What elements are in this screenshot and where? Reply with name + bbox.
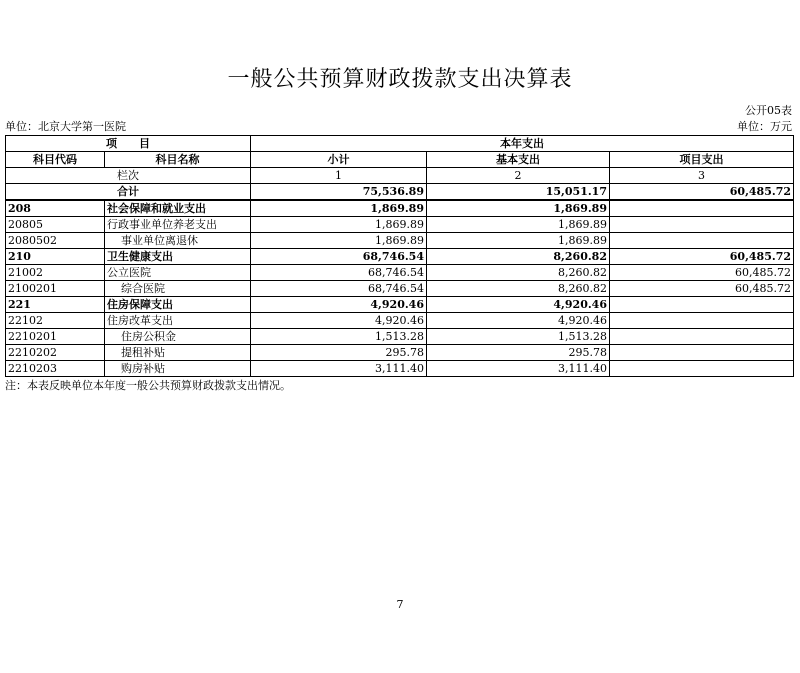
row-project: 60,485.72 <box>610 265 794 281</box>
header-row-2 <box>6 152 794 168</box>
expenditure-table <box>5 135 794 377</box>
row-subtotal: 4,920.46 <box>251 297 427 313</box>
table-row <box>6 217 794 233</box>
row-basic: 1,513.28 <box>427 329 610 345</box>
row-subtotal: 4,920.46 <box>251 313 427 329</box>
table-row <box>6 361 794 377</box>
row-code: 208 <box>6 200 105 217</box>
total-subtotal: 75,536.89 <box>251 184 427 201</box>
row-code: 2100201 <box>6 281 105 297</box>
row-subtotal: 1,513.28 <box>251 329 427 345</box>
row-code: 2210203 <box>6 361 105 377</box>
row-basic: 1,869.89 <box>427 200 610 217</box>
row-subtotal: 3,111.40 <box>251 361 427 377</box>
lanci-label: 栏次 <box>6 168 251 184</box>
row-project <box>610 313 794 329</box>
table-note: 注：本表反映单位本年度一般公共预算财政拨款支出情况。 <box>5 379 291 392</box>
table-row <box>6 297 794 313</box>
row-name: 住房改革支出 <box>105 313 251 329</box>
page-title: 一般公共预算财政拨款支出决算表 <box>227 67 573 92</box>
row-name: 住房公积金 <box>105 329 251 345</box>
table-row <box>6 281 794 297</box>
row-code: 221 <box>6 297 105 313</box>
table-row <box>6 200 794 217</box>
table-row <box>6 265 794 281</box>
row-project <box>610 297 794 313</box>
project-header: 项 目 <box>6 136 251 152</box>
row-subtotal: 68,746.54 <box>251 265 427 281</box>
unit-name: 单位：北京大学第一医院 <box>5 120 126 133</box>
row-name: 公立医院 <box>105 265 251 281</box>
row-subtotal: 68,746.54 <box>251 249 427 265</box>
total-project: 60,485.72 <box>610 184 794 201</box>
table-row <box>6 249 794 265</box>
row-project <box>610 200 794 217</box>
column-index-3: 3 <box>610 168 794 184</box>
column-index-1: 1 <box>251 168 427 184</box>
row-name: 综合医院 <box>105 281 251 297</box>
row-basic: 3,111.40 <box>427 361 610 377</box>
code-header: 科目代码 <box>6 152 105 168</box>
row-code: 210 <box>6 249 105 265</box>
total-label: 合计 <box>6 184 251 201</box>
total-row <box>6 184 794 201</box>
row-name: 卫生健康支出 <box>105 249 251 265</box>
table-row <box>6 233 794 249</box>
year-expense-header: 本年支出 <box>251 136 794 152</box>
row-project <box>610 329 794 345</box>
page-number: 7 <box>396 598 404 611</box>
currency-unit: 单位：万元 <box>737 120 792 133</box>
row-project <box>610 233 794 249</box>
row-project <box>610 217 794 233</box>
row-basic: 295.78 <box>427 345 610 361</box>
row-name: 提租补贴 <box>105 345 251 361</box>
row-basic: 1,869.89 <box>427 217 610 233</box>
name-header: 科目名称 <box>105 152 251 168</box>
row-code: 21002 <box>6 265 105 281</box>
row-code: 2210202 <box>6 345 105 361</box>
table-row <box>6 329 794 345</box>
table-row <box>6 345 794 361</box>
row-name: 行政事业单位养老支出 <box>105 217 251 233</box>
row-subtotal: 1,869.89 <box>251 200 427 217</box>
row-basic: 8,260.82 <box>427 265 610 281</box>
row-subtotal: 295.78 <box>251 345 427 361</box>
row-basic: 1,869.89 <box>427 233 610 249</box>
column-index-2: 2 <box>427 168 610 184</box>
row-code: 22102 <box>6 313 105 329</box>
row-code: 20805 <box>6 217 105 233</box>
row-name: 住房保障支出 <box>105 297 251 313</box>
row-name: 购房补贴 <box>105 361 251 377</box>
row-name: 社会保障和就业支出 <box>105 200 251 217</box>
row-code: 2080502 <box>6 233 105 249</box>
row-name: 事业单位离退休 <box>105 233 251 249</box>
row-code: 2210201 <box>6 329 105 345</box>
row-project: 60,485.72 <box>610 281 794 297</box>
row-basic: 8,260.82 <box>427 281 610 297</box>
row-basic: 4,920.46 <box>427 297 610 313</box>
header-row-1 <box>6 136 794 152</box>
column-index-row <box>6 168 794 184</box>
total-basic: 15,051.17 <box>427 184 610 201</box>
row-project <box>610 345 794 361</box>
table-row <box>6 313 794 329</box>
subtotal-header: 小计 <box>251 152 427 168</box>
row-subtotal: 1,869.89 <box>251 217 427 233</box>
project-expense-header: 项目支出 <box>610 152 794 168</box>
row-subtotal: 1,869.89 <box>251 233 427 249</box>
basic-header: 基本支出 <box>427 152 610 168</box>
row-project: 60,485.72 <box>610 249 794 265</box>
form-number: 公开05表 <box>745 104 792 117</box>
row-basic: 4,920.46 <box>427 313 610 329</box>
row-basic: 8,260.82 <box>427 249 610 265</box>
row-project <box>610 361 794 377</box>
row-subtotal: 68,746.54 <box>251 281 427 297</box>
